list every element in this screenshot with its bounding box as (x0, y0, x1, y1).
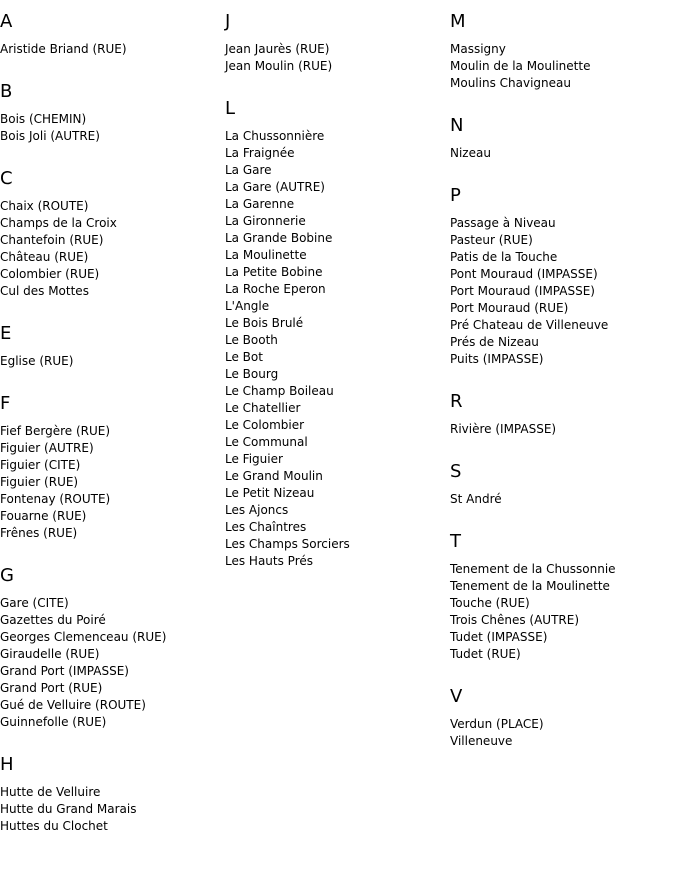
street-link[interactable]: Pont Mouraud (IMPASSE) (450, 267, 598, 281)
street-link[interactable]: Hutte de Velluire (0, 785, 101, 799)
letter-group (450, 461, 675, 508)
street-link[interactable]: Port Mouraud (RUE) (450, 301, 569, 315)
street-link[interactable]: Figuier (CITE) (0, 458, 81, 472)
letter-group (450, 185, 675, 368)
street-link[interactable]: Les Champs Sorciers (225, 537, 350, 551)
street-link[interactable]: Tudet (RUE) (450, 647, 521, 661)
street-link[interactable]: Massigny (450, 42, 506, 56)
letter-group (225, 98, 445, 570)
street-link[interactable]: Guinnefolle (RUE) (0, 715, 107, 729)
street-link[interactable]: Frênes (RUE) (0, 526, 78, 540)
street-link[interactable]: Le Colombier (225, 418, 305, 432)
street-link[interactable]: La Garenne (225, 197, 295, 211)
street-link[interactable]: Port Mouraud (IMPASSE) (450, 284, 595, 298)
street-link[interactable]: Villeneuve (450, 734, 513, 748)
street-link[interactable]: Prés de Nizeau (450, 335, 539, 349)
street-link[interactable]: Huttes du Clochet (0, 819, 108, 833)
street-link[interactable]: Jean Moulin (RUE) (225, 59, 333, 73)
street-link[interactable]: Patis de la Touche (450, 250, 558, 264)
street-link[interactable]: Le Champ Boileau (225, 384, 334, 398)
street-link[interactable]: Figuier (AUTRE) (0, 441, 94, 455)
letter-group (0, 11, 220, 58)
street-link[interactable]: La Gare (AUTRE) (225, 180, 325, 194)
street-link[interactable]: Bois (CHEMIN) (0, 112, 87, 126)
street-link[interactable]: Puits (IMPASSE) (450, 352, 544, 366)
street-link[interactable]: Tenement de la Chussonnie (450, 562, 616, 576)
street-link[interactable]: Georges Clemenceau (RUE) (0, 630, 167, 644)
street-link[interactable]: Colombier (RUE) (0, 267, 100, 281)
street-link[interactable]: Moulin de la Moulinette (450, 59, 591, 73)
letter-group (0, 81, 220, 145)
letter-group (0, 754, 220, 835)
street-link[interactable]: Gué de Velluire (ROUTE) (0, 698, 146, 712)
street-link[interactable]: Pasteur (RUE) (450, 233, 533, 247)
street-link[interactable]: La Chussonnière (225, 129, 325, 143)
street-link[interactable]: Le Communal (225, 435, 308, 449)
letter-heading: P (450, 185, 461, 206)
letter-heading: E (0, 323, 12, 344)
street-link[interactable]: La Grande Bobine (225, 231, 333, 245)
letter-heading: F (0, 393, 11, 414)
street-link[interactable]: Les Chaîntres (225, 520, 307, 534)
street-link[interactable]: Tenement de la Moulinette (450, 579, 610, 593)
letter-heading: H (0, 754, 14, 775)
street-link[interactable]: Gare (CITE) (0, 596, 69, 610)
street-link[interactable]: Fief Bergère (RUE) (0, 424, 111, 438)
street-link[interactable]: Le Figuier (225, 452, 283, 466)
street-link[interactable]: Le Bois Brulé (225, 316, 304, 330)
letter-heading: V (450, 686, 463, 707)
street-link[interactable]: Eglise (RUE) (0, 354, 74, 368)
street-link[interactable]: Verdun (PLACE) (450, 717, 544, 731)
letter-group (225, 11, 445, 75)
street-link[interactable]: Le Booth (225, 333, 278, 347)
street-link[interactable]: Grand Port (RUE) (0, 681, 103, 695)
street-link[interactable]: Tudet (IMPASSE) (450, 630, 548, 644)
street-link[interactable]: Chantefoin (RUE) (0, 233, 104, 247)
letter-group (0, 565, 220, 731)
street-link[interactable]: Les Ajoncs (225, 503, 289, 517)
street-link[interactable]: Passage à Niveau (450, 216, 556, 230)
street-link[interactable]: La Gironnerie (225, 214, 306, 228)
letter-heading: J (225, 11, 231, 32)
street-link[interactable]: Fouarne (RUE) (0, 509, 87, 523)
street-link[interactable]: St André (450, 492, 502, 506)
letter-group (450, 531, 675, 663)
street-link[interactable]: Giraudelle (RUE) (0, 647, 100, 661)
street-link[interactable]: Le Chatellier (225, 401, 301, 415)
letter-heading: M (450, 11, 466, 32)
street-link[interactable]: Gazettes du Poiré (0, 613, 106, 627)
street-link[interactable]: L'Angle (225, 299, 270, 313)
street-link[interactable]: Nizeau (450, 146, 491, 160)
street-link[interactable]: Cul des Mottes (0, 284, 89, 298)
street-link[interactable]: Le Petit Nizeau (225, 486, 315, 500)
letter-group (450, 11, 675, 92)
letter-heading: R (450, 391, 463, 412)
street-link[interactable]: Château (RUE) (0, 250, 89, 264)
street-link[interactable]: La Petite Bobine (225, 265, 323, 279)
letter-heading: A (0, 11, 13, 32)
street-link[interactable]: Fontenay (ROUTE) (0, 492, 111, 506)
street-link[interactable]: La Fraignée (225, 146, 295, 160)
street-link[interactable]: Rivière (IMPASSE) (450, 422, 557, 436)
street-link[interactable]: Jean Jaurès (RUE) (225, 42, 330, 56)
letter-heading: S (450, 461, 462, 482)
letter-group (0, 393, 220, 542)
index-column-2 (225, 11, 445, 593)
street-link[interactable]: Bois Joli (AUTRE) (0, 129, 100, 143)
street-link[interactable]: Les Hauts Prés (225, 554, 314, 568)
street-link[interactable]: Touche (RUE) (450, 596, 530, 610)
street-link[interactable]: Trois Chênes (AUTRE) (450, 613, 580, 627)
letter-heading: N (450, 115, 464, 136)
street-link[interactable]: Le Grand Moulin (225, 469, 323, 483)
street-link[interactable]: Le Bourg (225, 367, 279, 381)
letter-heading: T (450, 531, 461, 552)
street-link[interactable]: La Moulinette (225, 248, 307, 262)
letter-heading: C (0, 168, 13, 189)
street-link[interactable]: Moulins Chavigneau (450, 76, 571, 90)
letter-heading: B (0, 81, 13, 102)
letter-group (0, 323, 220, 370)
letter-group (0, 168, 220, 300)
street-link[interactable]: Pré Chateau de Villeneuve (450, 318, 609, 332)
street-link[interactable]: Champs de la Croix (0, 216, 117, 230)
street-link[interactable]: La Gare (225, 163, 272, 177)
street-link[interactable]: Figuier (RUE) (0, 475, 79, 489)
street-link[interactable]: Grand Port (IMPASSE) (0, 664, 129, 678)
letter-group (450, 686, 675, 750)
letter-group (450, 115, 675, 162)
street-link[interactable]: Hutte du Grand Marais (0, 802, 137, 816)
index-column-3 (450, 11, 675, 773)
letter-group (450, 391, 675, 438)
letter-heading: L (225, 98, 236, 119)
street-link[interactable]: La Roche Eperon (225, 282, 326, 296)
index-column-1 (0, 11, 220, 858)
street-link[interactable]: Aristide Briand (RUE) (0, 42, 127, 56)
street-link[interactable]: Chaix (ROUTE) (0, 199, 89, 213)
street-link[interactable]: Le Bot (225, 350, 263, 364)
letter-heading: G (0, 565, 14, 586)
